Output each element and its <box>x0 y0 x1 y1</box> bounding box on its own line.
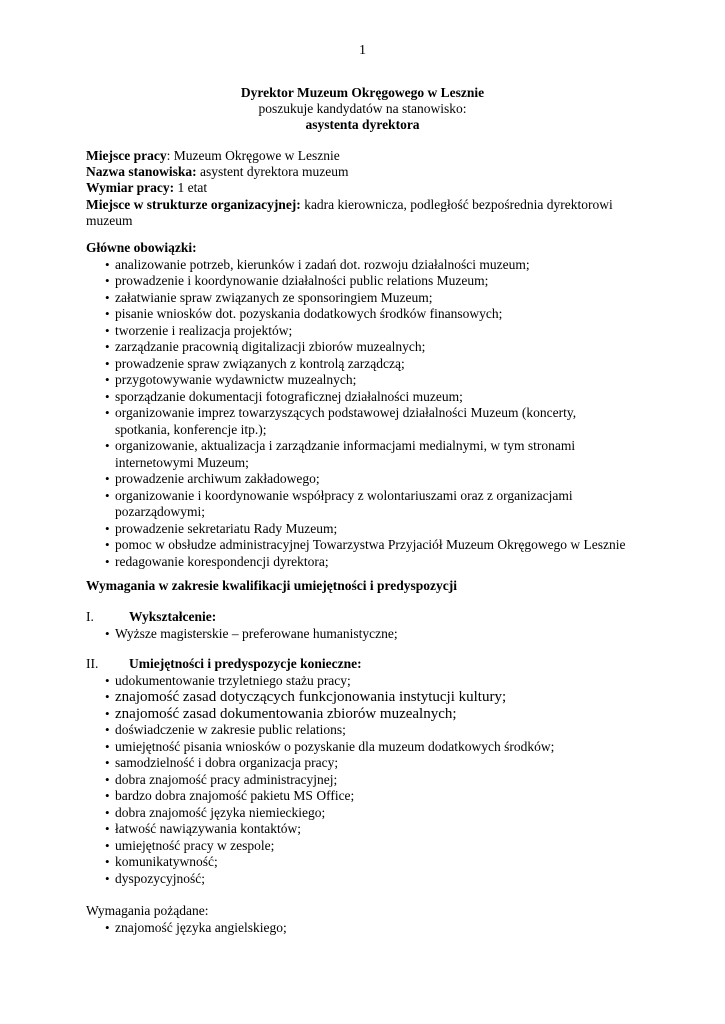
list-item: • załatwianie spraw związanych ze sponsoringiem Muzeum; <box>86 290 646 307</box>
list-item: • organizowanie imprez towarzyszących podstawowej działalności Muzeum (koncerty, spotkania, konferencje itp.); <box>86 405 595 438</box>
info-miejsce-value: : Muzeum Okręgowe w Lesznie <box>166 148 340 163</box>
job-announcement-header <box>0 85 725 133</box>
list-item: • dobra znajomość języka niemieckiego; <box>86 805 646 822</box>
list-item: • udokumentowanie trzyletniego stażu pracy; <box>86 673 646 690</box>
skills-numeral: II. <box>86 656 99 671</box>
list-item: • samodzielność i dobra organizacja pracy; <box>86 755 646 772</box>
list-item: • pisanie wniosków dot. pozyskania dodatkowych środków finansowych; <box>86 306 646 323</box>
desired-list <box>86 920 287 937</box>
page-number: 1 <box>359 43 366 58</box>
info-struktura <box>86 197 646 229</box>
skills-list <box>86 673 646 888</box>
list-item: • prowadzenie archiwum zakładowego; <box>86 471 646 488</box>
requirements-title: Wymagania w zakresie kwalifikacji umiejętności i predyspozycji <box>86 578 457 593</box>
duties-title: Główne obowiązki: <box>86 240 197 255</box>
desired-section <box>86 903 287 936</box>
skills-section <box>86 656 646 887</box>
list-item: • umiejętność pisania wniosków o pozyskanie dla muzeum dodatkowych środków; <box>86 739 646 756</box>
info-struktura-value: kadra kierownicza, podległość bezpośrednia dyrektorowi muzeum <box>86 196 613 228</box>
list-item: • umiejętność pracy w zespole; <box>86 838 646 855</box>
info-wymiar-label: Wymiar pracy: <box>86 180 175 196</box>
list-item: • komunikatywność; <box>86 854 646 871</box>
list-item: • organizowanie i koordynowanie współpracy z wolontariuszami oraz z organizacjami pozarządowymi; <box>86 488 595 521</box>
info-miejsce-label: Miejsce pracy <box>86 148 167 163</box>
list-item: • łatwość nawiązywania kontaktów; <box>86 821 646 838</box>
header-line-3: asystenta dyrektora <box>305 117 420 132</box>
list-item: • organizowanie, aktualizacja i zarządzanie informacjami medialnymi, w tym stronami internetowymi Muzeum; <box>86 438 595 471</box>
header-line-1: Dyrektor Muzeum Okręgowego w Lesznie <box>240 85 485 100</box>
duties-list <box>86 257 646 571</box>
header-line-2: poszukuje kandydatów na stanowisko: <box>258 101 467 116</box>
info-nazwa-label: Nazwa stanowiska: <box>86 164 197 180</box>
education-title: Wykształcenie: <box>129 609 217 624</box>
info-nazwa <box>86 164 646 180</box>
desired-title: Wymagania pożądane: <box>86 903 209 918</box>
list-item: • tworzenie i realizacja projektów; <box>86 323 646 340</box>
skills-title: Umiejętności i predyspozycje konieczne: <box>129 656 362 671</box>
education-heading <box>86 609 398 626</box>
list-item: • pomoc w obsłudze administracyjnej Towarzystwa Przyjaciół Muzeum Okręgowego w Lesznie <box>86 537 646 554</box>
list-item: • bardzo dobra znajomość pakietu MS Office; <box>86 788 646 805</box>
list-item: • sporządzanie dokumentacji fotograficznej działalności muzeum; <box>86 389 646 406</box>
list-item: • znajomość zasad dokumentowania zbiorów muzealnych; <box>86 706 646 723</box>
list-item: • Wyższe magisterskie – preferowane humanistyczne; <box>86 626 398 643</box>
list-item: • przygotowywanie wydawnictw muzealnych; <box>86 372 646 389</box>
list-item: • dobra znajomość pracy administracyjnej; <box>86 772 646 789</box>
list-item: • prowadzenie sekretariatu Rady Muzeum; <box>86 521 646 538</box>
education-numeral: I. <box>86 609 94 624</box>
duties-section <box>86 240 646 570</box>
list-item: • zarządzanie pracownią digitalizacji zbiorów muzealnych; <box>86 339 646 356</box>
info-wymiar <box>86 180 646 196</box>
info-miejsce <box>86 148 646 164</box>
education-section <box>86 609 398 642</box>
education-list <box>86 626 398 643</box>
list-item: • analizowanie potrzeb, kierunków i zadań dot. rozwoju działalności muzeum; <box>86 257 646 274</box>
info-struktura-label: Miejsce w strukturze organizacyjnej: <box>86 196 301 212</box>
info-nazwa-value: asystent dyrektora muzeum <box>196 164 349 180</box>
list-item: • doświadczenie w zakresie public relations; <box>86 722 646 739</box>
list-item: • prowadzenie spraw związanych z kontrolą zarządczą; <box>86 356 646 373</box>
info-wymiar-value: 1 etat <box>174 180 208 196</box>
list-item: • redagowanie korespondencji dyrektora; <box>86 554 646 571</box>
list-item: • znajomość języka angielskiego; <box>86 920 287 937</box>
list-item: • znajomość zasad dotyczących funkcjonowania instytucji kultury; <box>86 689 646 706</box>
job-info <box>86 148 646 229</box>
skills-heading <box>86 656 646 673</box>
list-item: • prowadzenie i koordynowanie działalności public relations Muzeum; <box>86 273 646 290</box>
list-item: • dyspozycyjność; <box>86 871 646 888</box>
